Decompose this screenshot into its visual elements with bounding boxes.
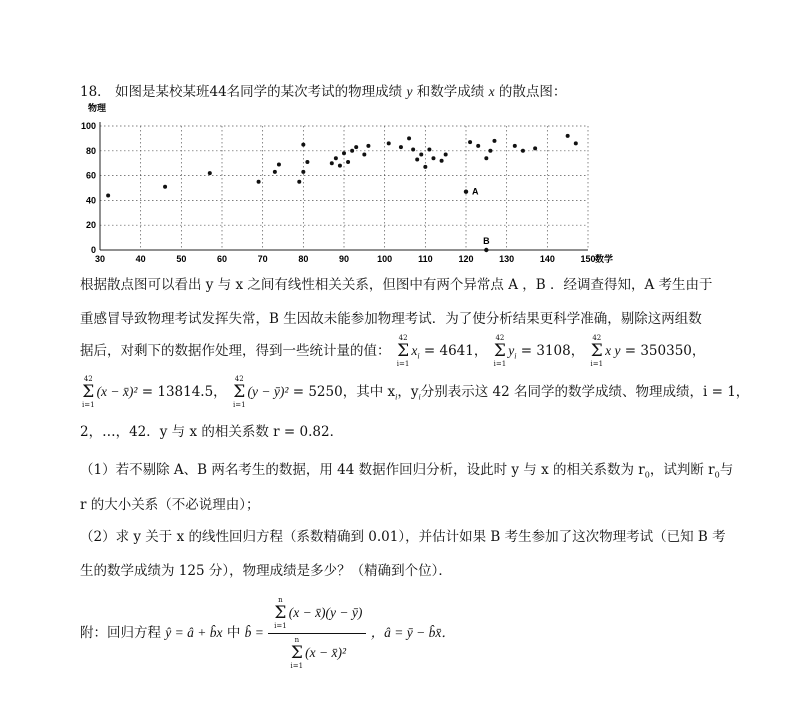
data-point <box>346 160 350 164</box>
x-tick-label: 90 <box>338 254 350 264</box>
data-point <box>574 141 578 145</box>
data-point <box>362 153 366 157</box>
data-point <box>208 171 212 175</box>
data-point <box>521 149 525 153</box>
data-point <box>301 170 305 174</box>
y-axis-label: 物理 <box>88 103 107 113</box>
data-point <box>350 149 354 153</box>
sum-symbol: 42 Σ i=1 <box>493 334 507 368</box>
stat-yi: y <box>508 343 515 358</box>
problem-intro: 如图是某校某班44名同学的某次考试的物理成绩 <box>114 84 403 100</box>
x-tick-label: 60 <box>216 254 228 264</box>
data-point <box>484 156 488 160</box>
data-point <box>338 164 342 168</box>
stat-sxx: = 13814.5， <box>141 384 227 400</box>
outlier-point-a <box>464 190 468 194</box>
data-point <box>297 180 301 184</box>
data-point <box>444 153 448 157</box>
data-point <box>342 151 346 155</box>
x-tick-label: 100 <box>377 254 393 264</box>
question2-line1: （2）求 y 关于 x 的线性回归方程（系数精确到 0.01），并估计如果 B 考生参加了这次物理考试（已知 B 考 <box>80 529 726 545</box>
ahat-formula: ，â = ȳ − b̂x̄． <box>370 625 455 640</box>
data-point <box>277 162 281 166</box>
data-point <box>566 134 570 138</box>
var-x: x <box>488 84 495 99</box>
data-point <box>415 157 419 161</box>
y-tick-label: 100 <box>80 121 96 131</box>
x-tick-label: 150 <box>580 254 596 264</box>
fraction-numerator: (x − x̄)(y − ȳ) <box>288 605 363 620</box>
y-tick-label: 20 <box>85 220 96 231</box>
data-point <box>476 144 480 148</box>
intro-and: 和数学成绩 <box>416 84 485 100</box>
regression-equation: ŷ = â + b̂x <box>165 625 223 640</box>
y-tick-label: 80 <box>85 145 96 156</box>
data-point <box>273 170 277 174</box>
data-point <box>387 141 391 145</box>
var-y: y <box>406 84 413 99</box>
bhat-label: b̂ = <box>244 625 264 640</box>
para1-line2: 重感冒导致物理考试发挥失常，B 生因故未能参加物理考试．为了使分析结果更科学准确，剔除这两组数 <box>80 311 702 327</box>
data-point <box>257 180 261 184</box>
data-point <box>492 139 496 143</box>
outlier-label-b: B <box>483 236 490 246</box>
appendix-label: 附：回归方程 <box>80 625 161 641</box>
x-tick-label: 130 <box>499 254 515 264</box>
para1-line1: 根据散点图可以看出 y 与 x 之间有线性相关关系，但图中有两个异常点 A ，B ．经调查得知，A 考生由于 <box>80 277 713 293</box>
stat-yvar-expr: (y − ȳ)² <box>247 384 289 399</box>
data-point <box>533 146 537 150</box>
outlier-point-b <box>484 248 488 252</box>
x-tick-label: 50 <box>176 254 187 264</box>
para1-line4: 42 Σ i=1 (x − x̄)² = 13814.5， 42 Σ i=1 (y − ȳ)² = 5250，其中 $x_i$，$y_i$分别表示这 42 名同学的数学成绩、物理成绩，i = 1， <box>82 375 750 409</box>
data-point <box>366 144 370 148</box>
y-tick-label: 40 <box>85 195 96 206</box>
data-point <box>330 161 334 165</box>
chart-outliers <box>464 187 490 252</box>
data-point <box>407 136 411 140</box>
question2-line2: 生的数学成绩为 125 分），物理成绩是多少？（精确到个位）． <box>80 563 452 579</box>
data-point <box>513 144 517 148</box>
data-point <box>301 143 305 147</box>
stat-xi: x <box>411 343 418 358</box>
fraction-denominator: (x − x̄)² <box>305 645 346 660</box>
stat-xvar-expr: (x − x̄)² <box>96 384 138 399</box>
x-tick-label: 80 <box>298 254 309 264</box>
stat-sum-xy: = 350350， <box>624 343 706 359</box>
x-tick-label: 140 <box>539 254 555 264</box>
data-point <box>468 140 472 144</box>
scatter-chart <box>80 102 640 267</box>
bhat-fraction: n Σ i=1 (x − x̄)(y − ȳ) n Σ i=1 (x − x̄)² <box>268 596 366 671</box>
data-point <box>411 148 415 152</box>
appendix-formula: 附：回归方程 ŷ = â + b̂x 中 b̂ = n Σ i=1 (x − x̄)(y − ȳ) n Σ i=1 (x − x̄)² ，â = ȳ − b̂x̄． <box>80 596 455 670</box>
y-tick-label: 60 <box>85 170 96 181</box>
data-point <box>431 156 435 160</box>
data-point <box>305 160 309 164</box>
data-point <box>423 165 427 169</box>
para1-line3-text: 据后，对剩下的数据作处理，得到一些统计量的值： <box>80 343 391 359</box>
stat-sum-x: = 4641， <box>423 343 488 359</box>
intro-tail: 的散点图： <box>498 84 567 100</box>
sum-symbol: 42 Σ i=1 <box>82 375 95 409</box>
data-point <box>106 193 110 197</box>
stat-desc: 分别表示这 42 名同学的数学成绩、物理成绩，i = 1， <box>420 384 750 400</box>
sum-symbol: 42 Σ i=1 <box>590 334 604 368</box>
x-axis-label: 数学 <box>595 254 614 264</box>
chart-points <box>106 134 578 198</box>
stat-sum-y: = 3108， <box>520 343 585 359</box>
data-point <box>399 145 403 149</box>
outlier-label-a: A <box>472 186 479 197</box>
x-tick-label: 40 <box>135 254 146 264</box>
data-point <box>419 153 423 157</box>
data-point <box>354 145 358 149</box>
data-point <box>488 149 492 153</box>
data-point <box>427 148 431 152</box>
x-tick-label: 70 <box>257 254 268 264</box>
x-tick-label: 30 <box>94 254 106 264</box>
problem-number: 18． <box>80 84 111 100</box>
y-tick-label: 0 <box>90 245 96 255</box>
sum-symbol: 42 Σ i=1 <box>396 334 410 368</box>
data-point <box>334 156 338 160</box>
data-point <box>440 159 444 163</box>
x-tick-label: 110 <box>418 254 433 264</box>
sum-symbol: 42 Σ i=1 <box>232 375 246 409</box>
stat-syy: = 5250，其中 x <box>292 384 396 400</box>
problem-header <box>80 80 566 100</box>
stat-xiyi: x y <box>605 343 621 358</box>
para1-line3: 据后，对剩下的数据作处理，得到一些统计量的值： 42 Σ i=1 $x_i = 4641$， 42 Σ i=1 $y_i = 3108$， 42 Σ i=1 x y = 350350， <box>80 334 706 368</box>
question1-line1: （1）若不剔除 A、B 两名考生的数据，用 44 数据作回归分析，设此时 y 与 x 的相关系数为 $r_0$，试判断 $r_0$与 <box>80 462 734 480</box>
para1-line5: 2，…，42．y 与 x 的相关系数 r = 0.82． <box>80 424 344 440</box>
chart-ticks <box>81 121 596 264</box>
data-point <box>163 185 167 189</box>
question1-line2: r 的大小关系（不必说理由）； <box>80 497 260 513</box>
x-tick-label: 120 <box>458 254 474 264</box>
